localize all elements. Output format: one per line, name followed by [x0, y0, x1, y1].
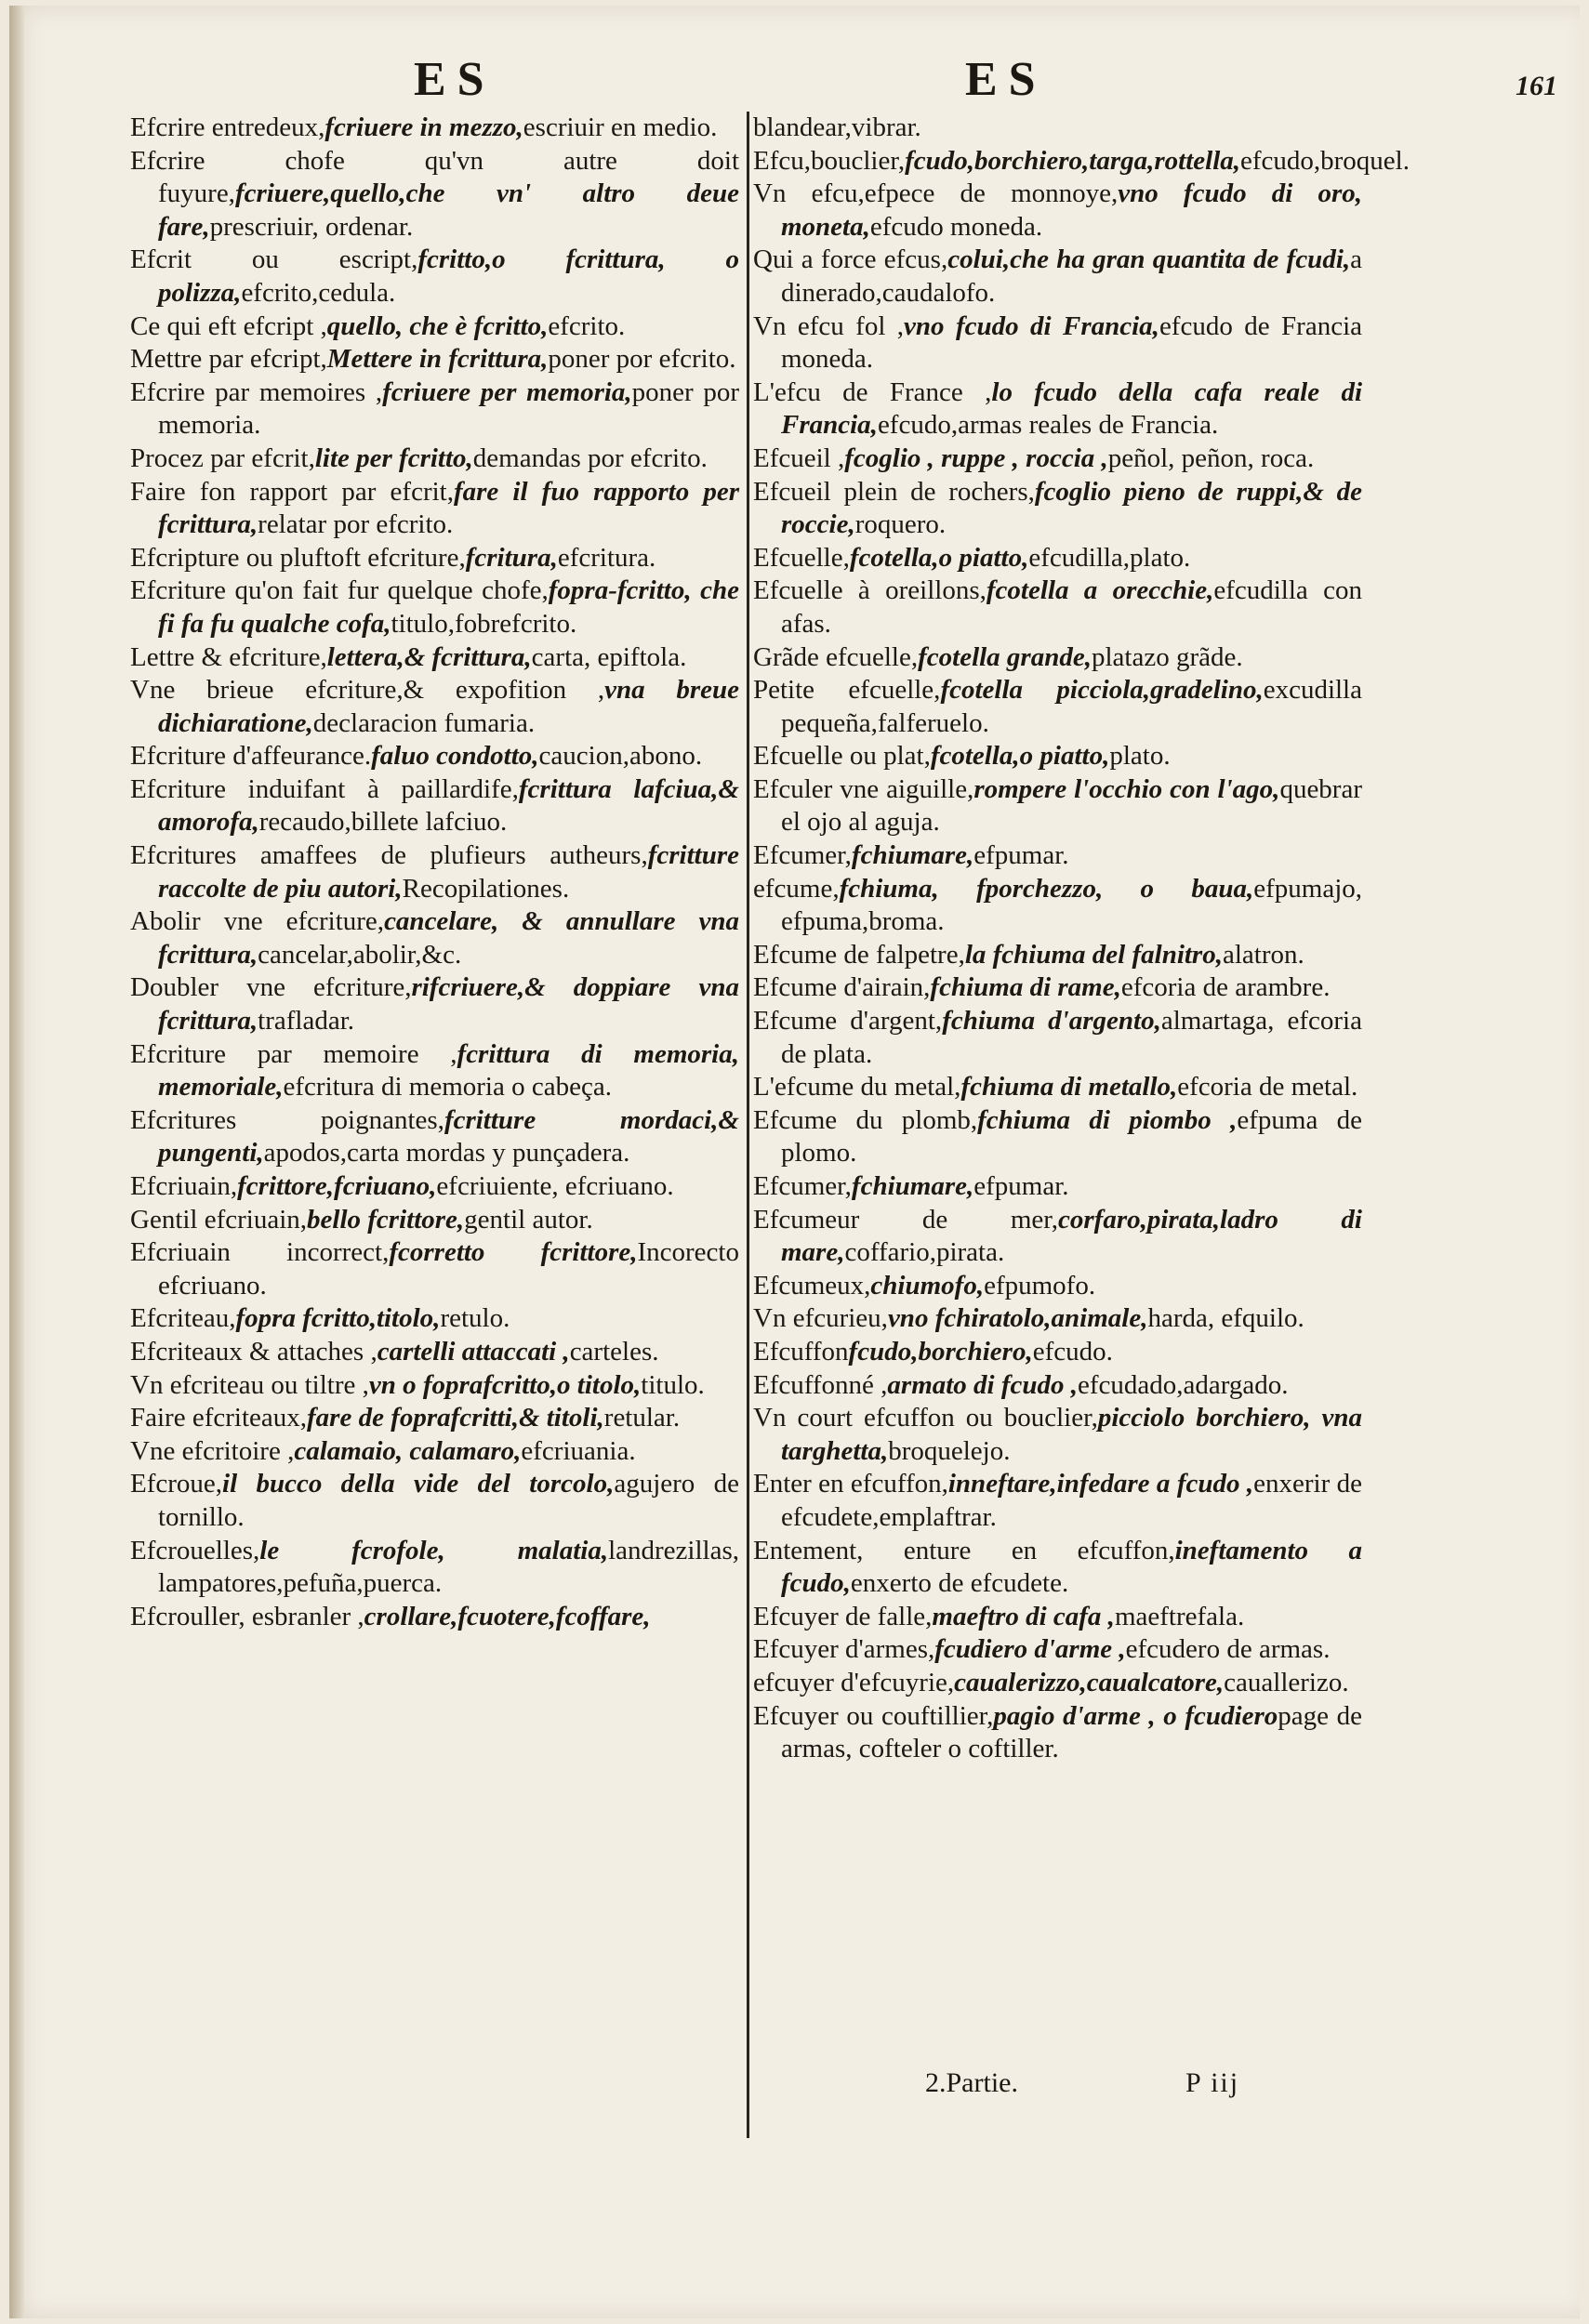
italian-gloss: calamaio, calamaro,: [294, 1435, 522, 1466]
french-headword: Vn efcu,efpece de monnoye,: [753, 178, 1119, 209]
italian-gloss: fchiuma di piombo ,: [977, 1104, 1238, 1135]
dictionary-entry: [130, 839, 739, 905]
italian-gloss: lo fcudo della cafa reale di Francia,: [781, 376, 1362, 441]
spanish-gloss: efcudo,armas reales de Francia.: [877, 410, 1219, 441]
dictionary-entry: [753, 178, 1362, 244]
french-headword: Efcriuain incorrect,: [130, 1237, 390, 1268]
french-headword: Efcroue,: [130, 1469, 223, 1499]
italian-gloss: fcritture raccolte de piu autori,: [158, 840, 739, 904]
spanish-gloss: efpuma de plomo.: [781, 1104, 1362, 1169]
spanish-gloss: harda, efquilo.: [1147, 1303, 1304, 1334]
spanish-gloss: prescriuir, ordenar.: [209, 211, 414, 242]
french-headword: Efcrit ou escript,: [130, 244, 418, 275]
dictionary-entry: [753, 1369, 1362, 1403]
french-headword: Entement, enture en efcuffon,: [753, 1535, 1175, 1565]
dictionary-entry: [130, 1468, 739, 1534]
spanish-gloss: plato.: [1109, 741, 1171, 772]
dictionary-entry: [753, 376, 1362, 442]
spanish-gloss: maeftrefala.: [1114, 1601, 1245, 1631]
spanish-gloss: efcudo de Francia moneda.: [781, 310, 1362, 375]
dictionary-entry: [753, 1700, 1362, 1766]
dictionary-entry: [753, 1005, 1362, 1071]
spanish-gloss: demandas por efcrito.: [472, 442, 708, 473]
spanish-gloss: efcudilla,plato.: [1028, 542, 1191, 573]
dictionary-entry: [753, 1468, 1362, 1534]
french-headword: Efcumer,: [753, 840, 852, 871]
running-head-left: ES: [414, 53, 496, 106]
italian-gloss: fchiuma di rame,: [930, 972, 1121, 1003]
italian-gloss: ineftamento a fcudo,: [781, 1535, 1362, 1599]
spanish-gloss: Recopilationes.: [402, 873, 570, 904]
italian-gloss: vn o foprafcritto,o titolo,: [368, 1369, 642, 1400]
spanish-gloss: escriuir en medio.: [523, 112, 718, 142]
dictionary-entry: [753, 1104, 1362, 1170]
spanish-gloss: efcoria de arambre.: [1120, 972, 1331, 1003]
french-headword: Doubler vne efcriture,: [130, 972, 412, 1003]
spanish-gloss: carteles.: [569, 1336, 659, 1367]
french-headword: Efcuelle ou plat,: [753, 741, 931, 772]
dictionary-entry: [130, 1170, 739, 1204]
italian-gloss: lettera,& fcrittura,: [326, 641, 532, 672]
french-headword: efcume,: [753, 873, 840, 904]
dictionary-entry: [753, 1402, 1362, 1468]
french-headword: Efcriteau,: [130, 1303, 236, 1334]
spanish-gloss: efcudilla con afas.: [781, 575, 1362, 639]
spanish-gloss: roquero.: [854, 509, 947, 540]
dictionary-entry: [130, 1435, 739, 1469]
spanish-gloss: declaracion fumaria.: [312, 707, 536, 738]
running-head-right: ES: [965, 53, 1047, 106]
french-headword: Vn efcu fol ,: [753, 310, 905, 341]
french-headword: L'efcu de France ,: [753, 376, 992, 407]
spanish-gloss: landrezillas, lampatores,pefuña,puerca.: [158, 1535, 739, 1599]
dictionary-entry: [130, 244, 739, 310]
dictionary-entry: [130, 442, 739, 476]
french-headword: Efcuyer d'armes,: [753, 1634, 935, 1665]
italian-gloss: fopra fcritto,titolo,: [235, 1303, 441, 1334]
spanish-gloss: retular.: [603, 1403, 681, 1433]
french-headword: Grãde efcuelle,: [753, 641, 919, 672]
dictionary-entry: [753, 244, 1362, 310]
italian-gloss: fcritura,: [465, 542, 558, 573]
italian-gloss: corfaro,pirata,ladro di mare,: [781, 1204, 1362, 1268]
french-headword: Efcrire par memoires ,: [130, 376, 383, 407]
dictionary-entry: [753, 1667, 1362, 1700]
spanish-gloss: efcriuiente, efcriuano.: [436, 1171, 674, 1201]
binding-edge: [9, 6, 24, 2318]
french-headword: Lettre & efcriture,: [130, 641, 327, 672]
spanish-gloss: titulo.: [641, 1369, 705, 1400]
italian-gloss: pagio d'arme , o fcudiero: [993, 1700, 1278, 1731]
spanish-gloss: carta, epiftola.: [531, 641, 687, 672]
french-headword: Efcriteaux & attaches ,: [130, 1336, 377, 1367]
french-headword: efcuyer d'efcuyrie,: [753, 1667, 955, 1697]
italian-gloss: fcotella,o piatto,: [930, 741, 1110, 772]
dictionary-entry: [753, 1270, 1362, 1303]
italian-gloss: fchiuma di metallo,: [960, 1072, 1178, 1103]
spanish-gloss: Incorecto efcriuano.: [158, 1237, 739, 1301]
french-headword: Gentil efcriuain,: [130, 1204, 308, 1235]
french-headword: Enter en efcuffon,: [753, 1469, 948, 1499]
italian-gloss: fcotella a orecchie,: [986, 575, 1214, 606]
french-headword: Efcrire entredeux,: [130, 112, 325, 142]
dictionary-entry: [753, 442, 1362, 476]
dictionary-entry: [130, 1038, 739, 1104]
dictionary-entry: [753, 574, 1362, 640]
dictionary-entry: [753, 1204, 1362, 1270]
spanish-gloss: efcritura di memoria o cabeça.: [283, 1072, 612, 1103]
italian-gloss: armato di fcudo ,: [887, 1369, 1079, 1400]
signature-mark: P iij: [1185, 2067, 1240, 2098]
french-headword: Vn court efcuffon ou bouclier,: [753, 1403, 1098, 1433]
dictionary-entry: [130, 310, 739, 344]
spanish-gloss: efpumar.: [973, 1171, 1069, 1201]
italian-gloss: fchiuma d'argento,: [942, 1006, 1161, 1037]
spanish-gloss: apodos,carta mordas y punçadera.: [263, 1138, 630, 1169]
dictionary-entry: [753, 674, 1362, 740]
italian-gloss: crollare,fcuotere,fcoffare,: [364, 1601, 651, 1631]
spanish-gloss: almartaga, efcoria de plata.: [781, 1006, 1362, 1069]
dictionary-entry: [753, 145, 1410, 178]
spanish-gloss: poner por memoria.: [158, 376, 740, 441]
french-headword: Faire efcriteaux,: [130, 1403, 308, 1433]
spanish-gloss: efcudo,broquel.: [1240, 145, 1410, 176]
dictionary-entry: [130, 542, 739, 575]
french-headword: Efcriture qu'on fait fur quelque chofe,: [130, 575, 549, 606]
dictionary-entry: [130, 773, 739, 839]
spanish-gloss: efcrito.: [548, 310, 626, 341]
dictionary-entry: [130, 1402, 739, 1435]
italian-gloss: fchiumare,: [851, 1171, 974, 1201]
spanish-gloss: blandear,vibrar.: [753, 112, 921, 142]
french-headword: Efcritures poignantes,: [130, 1104, 444, 1135]
italian-gloss: fare de foprafcritti,& titoli,: [307, 1403, 604, 1433]
spanish-gloss: efpumar.: [973, 840, 1069, 871]
french-headword: Qui a force efcus,: [753, 244, 948, 275]
dictionary-entry: [130, 476, 739, 542]
french-headword: Efcuffonné ,: [753, 1369, 888, 1400]
italian-gloss: Mettere in fcrittura,: [326, 344, 549, 375]
french-headword: Efcrire chofe qu'vn autre doit fuyure,: [130, 145, 739, 209]
french-headword: Efcume d'airain,: [753, 972, 931, 1003]
dictionary-entry: [753, 112, 1362, 145]
french-headword: Vn efcurieu,: [753, 1303, 888, 1334]
dictionary-entry: [130, 343, 739, 376]
dictionary-entry: [130, 574, 739, 640]
italian-gloss: fcotella,o piatto,: [849, 542, 1029, 573]
italian-gloss: fcriuere per memoria,: [382, 376, 632, 407]
spanish-gloss: efcudero de armas.: [1125, 1634, 1331, 1665]
dictionary-entry: [753, 773, 1362, 839]
french-headword: Efcuyer ou couftillier,: [753, 1700, 994, 1731]
spanish-gloss: gentil autor.: [464, 1204, 593, 1235]
dictionary-entry: [130, 145, 739, 244]
french-headword: Efcuelle à oreillons,: [753, 575, 987, 606]
french-headword: Efcuelle,: [753, 542, 850, 573]
french-headword: Vne brieue efcriture,& expofition ,: [130, 675, 605, 706]
right-column: [753, 112, 1410, 1766]
spanish-gloss: caucion,abono.: [538, 741, 703, 772]
dictionary-entry: [753, 873, 1362, 939]
italian-gloss: faluo condotto,: [371, 741, 539, 772]
italian-gloss: fcriuere,quello,che vn' altro deue fare,: [158, 178, 739, 242]
dictionary-entry: [753, 542, 1362, 575]
spanish-gloss: cauallerizo.: [1224, 1667, 1349, 1697]
dictionary-entry: [130, 641, 739, 675]
spanish-gloss: peñol, peñon, roca.: [1107, 442, 1315, 473]
dictionary-entry: [130, 905, 739, 971]
italian-gloss: bello fcrittore,: [307, 1204, 465, 1235]
french-headword: Faire fon rapport par efcrit,: [130, 476, 454, 507]
dictionary-entry: [130, 1204, 739, 1237]
italian-gloss: fcoglio pieno de ruppi,& de roccie,: [781, 476, 1362, 540]
italian-gloss: cartelli attaccati ,: [377, 1336, 570, 1367]
italian-gloss: caualerizzo,caualcatore,: [954, 1667, 1225, 1697]
spanish-gloss: enxerir de efcudete,emplaftrar.: [781, 1469, 1362, 1532]
spanish-gloss: efcudo moneda.: [869, 211, 1043, 242]
italian-gloss: fcritture mordaci,& pungenti,: [158, 1104, 739, 1169]
dictionary-entry: [130, 376, 739, 442]
italian-gloss: rifcriuere,& doppiare vna fcrittura,: [158, 972, 739, 1037]
spanish-gloss: recaudo,billete lafciuo.: [258, 807, 508, 838]
dictionary-entry: [130, 112, 739, 145]
italian-gloss: lite per fcritto,: [314, 442, 473, 473]
french-headword: Efcumeur de mer,: [753, 1204, 1059, 1235]
french-headword: Efcueil ,: [753, 442, 845, 473]
french-headword: Efculer vne aiguille,: [753, 773, 974, 804]
french-headword: Efcumer,: [753, 1171, 852, 1201]
italian-gloss: vna breue dichiaratione,: [158, 675, 739, 738]
spanish-gloss: efcoria de metal.: [1177, 1072, 1358, 1103]
spanish-gloss: quebrar el ojo al aguja.: [781, 773, 1362, 838]
book-page: [9, 6, 1580, 2318]
french-headword: Efcuyer de falle,: [753, 1601, 933, 1631]
french-headword: Petite efcuelle,: [753, 675, 941, 706]
italian-gloss: fcoglio , ruppe , roccia ,: [844, 442, 1108, 473]
french-headword: Efcriture d'affeurance.: [130, 741, 372, 772]
spanish-gloss: retulo.: [440, 1303, 510, 1334]
dictionary-entry: [130, 1302, 739, 1336]
italian-gloss: fcudo,borchiero,: [848, 1336, 1033, 1367]
french-headword: Efcritures amaffees de plufieurs autheurs,: [130, 840, 648, 871]
dictionary-entry: [753, 1535, 1362, 1601]
french-headword: Abolir vne efcriture,: [130, 906, 385, 937]
spanish-gloss: excudilla pequeña,falferuelo.: [781, 675, 1362, 738]
spanish-gloss: trafladar.: [258, 1006, 355, 1037]
spanish-gloss: efcriuania.: [521, 1435, 636, 1466]
french-headword: Efcriuain,: [130, 1171, 238, 1201]
french-headword: Mettre par efcript,: [130, 344, 327, 375]
italian-gloss: fcudo,borchiero,targa,rottella,: [905, 145, 1240, 176]
french-headword: L'efcume du metal,: [753, 1072, 961, 1103]
footer-part-label: 2.Partie.: [925, 2067, 1018, 2098]
spanish-gloss: broquelejo.: [888, 1435, 1011, 1466]
dictionary-entry: [753, 310, 1362, 376]
french-headword: Efcu,bouclier,: [753, 145, 906, 176]
french-headword: Efcume de falpetre,: [753, 939, 965, 970]
italian-gloss: rompere l'occhio con l'ago,: [973, 773, 1280, 804]
dictionary-entry: [130, 1336, 739, 1369]
french-headword: Vn efcriteau ou tiltre ,: [130, 1369, 369, 1400]
italian-gloss: fcrittura di memoria, memoriale,: [158, 1038, 739, 1103]
italian-gloss: fopra-fcritto, che fi fa fu qualche cofa,: [158, 575, 739, 639]
italian-gloss: chiumofo,: [870, 1270, 985, 1301]
italian-gloss: picciolo borchiero, vna targhetta,: [781, 1403, 1362, 1466]
left-column: [130, 112, 739, 1633]
italian-gloss: fcotella grande,: [918, 641, 1092, 672]
dictionary-entry: [753, 740, 1362, 773]
dictionary-entry: [753, 839, 1362, 873]
dictionary-entry: [753, 1170, 1362, 1204]
italian-gloss: vno fchiratolo,animale,: [887, 1303, 1148, 1334]
italian-gloss: fchiuma, fporchezzo, o baua,: [839, 873, 1254, 904]
french-headword: Efcume du plomb,: [753, 1104, 978, 1135]
french-headword: Efcriture induifant à paillardife,: [130, 773, 519, 804]
spanish-gloss: cancelar,abolir,&c.: [258, 939, 462, 970]
dictionary-entry: [130, 1535, 739, 1601]
dictionary-entry: [753, 641, 1362, 675]
french-headword: Efcume d'argent,: [753, 1006, 943, 1037]
spanish-gloss: poner por efcrito.: [548, 344, 736, 375]
italian-gloss: fcudiero d'arme ,: [934, 1634, 1126, 1665]
italian-gloss: fcriuere in mezzo,: [324, 112, 523, 142]
dictionary-entry: [130, 674, 739, 740]
french-headword: Efcrouelles,: [130, 1535, 260, 1565]
spanish-gloss: efcudado,adargado.: [1078, 1369, 1289, 1400]
italian-gloss: maeftro di cafa ,: [932, 1601, 1115, 1631]
french-headword: Efcueil plein de rochers,: [753, 476, 1035, 507]
dictionary-entry: [130, 1369, 739, 1403]
dictionary-entry: [130, 1236, 739, 1302]
italian-gloss: fcritto,o fcrittura, o polizza,: [158, 244, 739, 308]
french-headword: Efcuffon: [753, 1336, 849, 1367]
italian-gloss: il bucco della vide del torcolo,: [222, 1469, 615, 1499]
spanish-gloss: titulo,fobrefcrito.: [391, 608, 577, 639]
italian-gloss: fchiumare,: [851, 840, 974, 871]
spanish-gloss: coffario,pirata.: [844, 1237, 1005, 1268]
french-headword: Efcumeux,: [753, 1270, 871, 1301]
page-number: 161: [1516, 71, 1557, 101]
dictionary-entry: [753, 1633, 1362, 1667]
dictionary-entry: [753, 1302, 1362, 1336]
column-rule: [747, 112, 749, 2138]
italian-gloss: fcrittura lafciua,& amorofa,: [158, 773, 739, 838]
dictionary-entry: [753, 1336, 1362, 1369]
spanish-gloss: enxerto de efcudete.: [850, 1568, 1069, 1599]
spanish-gloss: efpumofo.: [984, 1270, 1096, 1301]
french-headword: Vne efcritoire ,: [130, 1435, 295, 1466]
dictionary-entry: [130, 971, 739, 1037]
italian-gloss: colui,che ha gran quantita de fcudi,: [947, 244, 1351, 275]
dictionary-entry: [753, 1071, 1362, 1104]
spanish-gloss: relatar por efcrito.: [258, 509, 454, 540]
italian-gloss: vno fcudo di oro, moneta,: [781, 178, 1362, 242]
dictionary-entry: [753, 476, 1362, 542]
spanish-gloss: alatron.: [1222, 939, 1304, 970]
spanish-gloss: efpumajo, efpuma,broma.: [781, 873, 1362, 937]
spanish-gloss: a dinerado,caudalofo.: [781, 244, 1362, 308]
italian-gloss: la fchiuma del falnitro,: [964, 939, 1223, 970]
spanish-gloss: platazo grãde.: [1091, 641, 1243, 672]
french-headword: Efcriture par memoire ,: [130, 1038, 457, 1069]
french-headword: Procez par efcrit,: [130, 442, 315, 473]
dictionary-entry: [130, 1601, 739, 1634]
french-headword: Efcrouller, esbranler ,: [130, 1601, 364, 1631]
italian-gloss: fare il fuo rapporto per fcrittura,: [158, 476, 739, 540]
italian-gloss: quello, che è fcritto,: [326, 310, 549, 341]
spanish-gloss: efcrito,cedula.: [241, 277, 396, 308]
french-headword: Ce qui eft efcript ,: [130, 310, 327, 341]
spanish-gloss: efcudo.: [1032, 1336, 1113, 1367]
spanish-gloss: efcritura.: [557, 542, 656, 573]
italian-gloss: vno fcudo di Francia,: [904, 310, 1159, 341]
spanish-gloss: agujero de tornillo.: [158, 1469, 739, 1532]
french-headword: Efcripture ou pluftoft efcriture,: [130, 542, 466, 573]
dictionary-entry: [130, 740, 739, 773]
italian-gloss: fcorretto fcrittore,: [389, 1237, 638, 1268]
dictionary-entry: [753, 971, 1362, 1005]
italian-gloss: le fcrofole, malatia,: [259, 1535, 609, 1565]
italian-gloss: cancelare, & annullare vna fcrittura,: [158, 906, 740, 970]
dictionary-entry: [753, 1601, 1362, 1634]
dictionary-entry: [130, 1104, 739, 1170]
italian-gloss: fcrittore,fcriuano,: [237, 1171, 437, 1201]
italian-gloss: inneftare,infedare a fcudo ,: [947, 1469, 1254, 1499]
italian-gloss: fcotella picciola,gradelino,: [940, 675, 1264, 706]
dictionary-entry: [753, 939, 1362, 972]
spanish-gloss: page de armas, cofteler o coftiller.: [781, 1700, 1362, 1764]
